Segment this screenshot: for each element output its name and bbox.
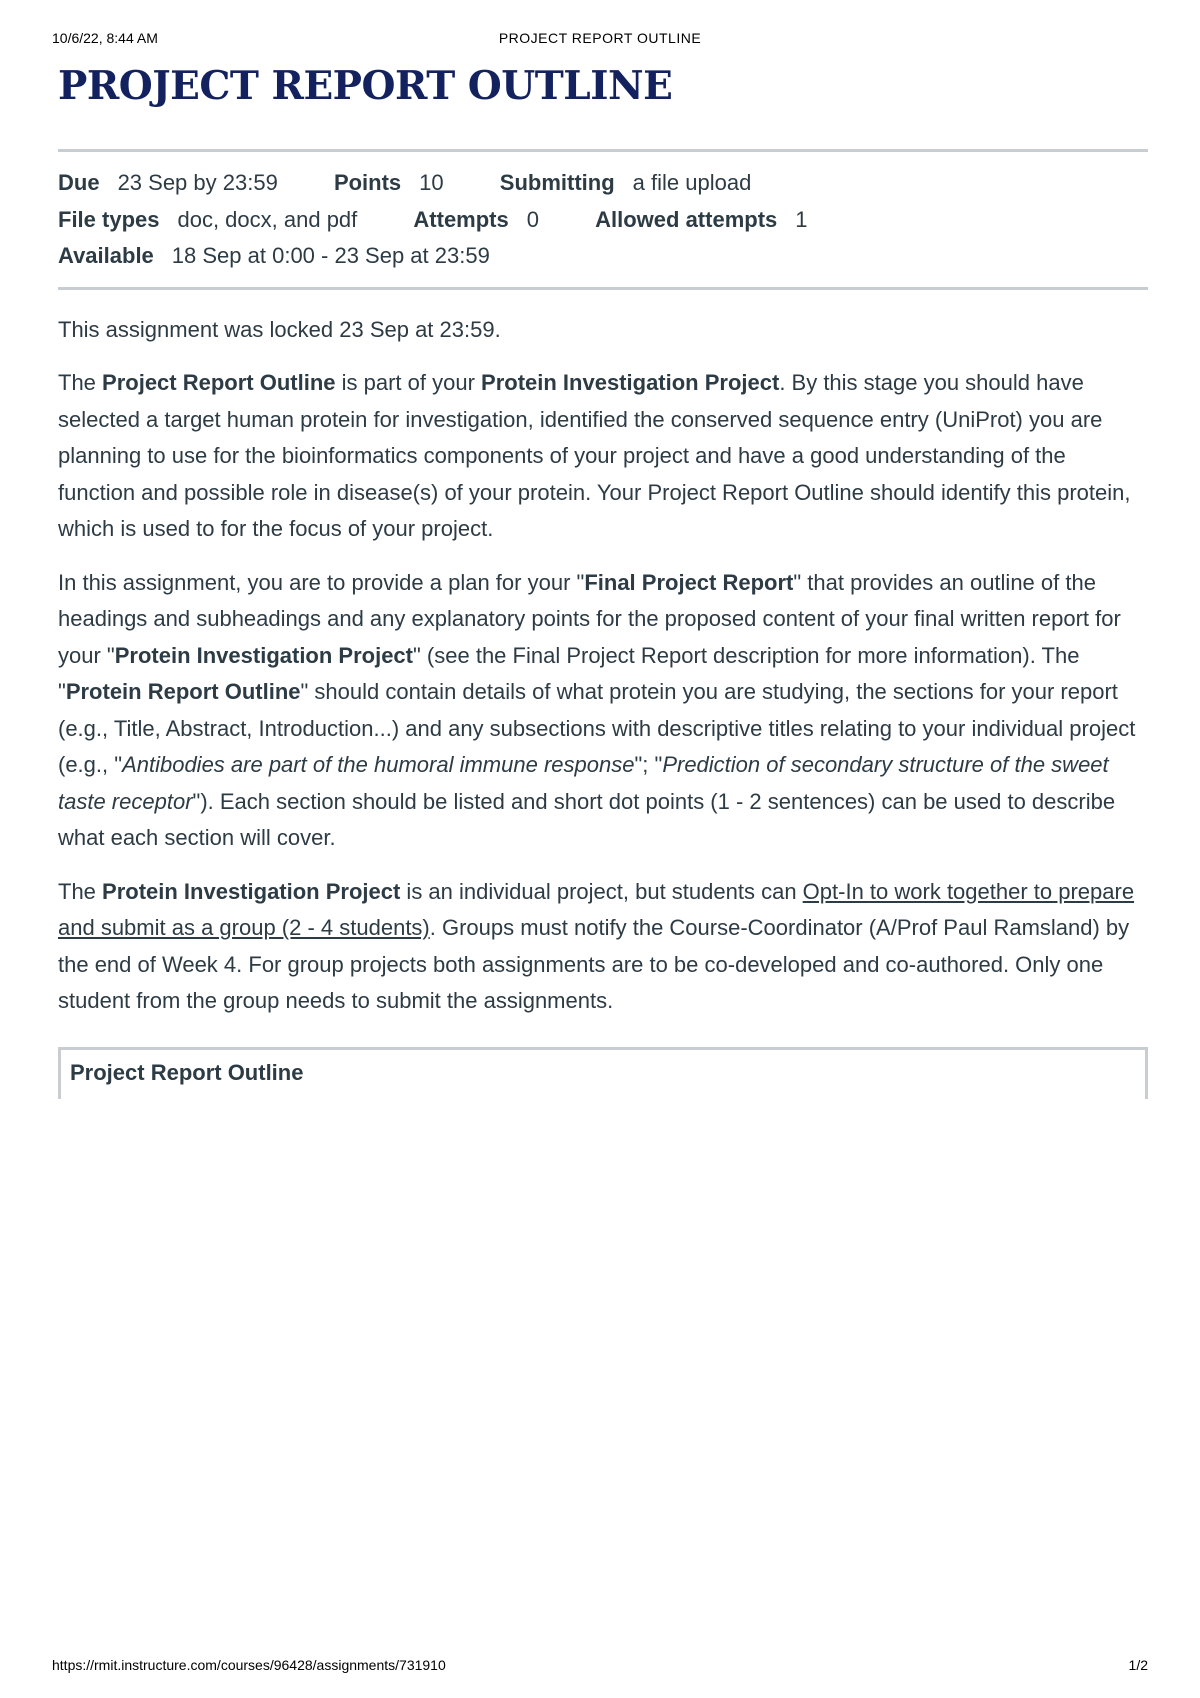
submitting-label: Submitting: [499, 170, 615, 195]
p1-text-2: is part of your: [335, 370, 482, 395]
details-row-1: [58, 165, 1148, 202]
assignment-details: [58, 152, 1148, 287]
print-date: 10/6/22, 8:44 AM: [52, 30, 158, 46]
p1-bold-1: Project Report Outline: [102, 370, 336, 395]
due-value: 23 Sep by 23:59: [117, 170, 278, 195]
print-url: https://rmit.instructure.com/courses/96428/assignments/731910: [52, 1657, 446, 1673]
print-footer: [52, 1657, 1148, 1675]
details-row-2: [58, 202, 1148, 239]
points-field: [334, 165, 444, 202]
file-types-value: doc, docx, and pdf: [177, 206, 358, 232]
available-label: Available: [58, 243, 154, 268]
p2-italic-1: Antibodies are part of the humoral immune response: [122, 752, 635, 777]
p2-italic-2: Prediction of secondary structure of the sweet taste receptor: [58, 752, 1109, 814]
p1-text-1: The: [58, 370, 103, 395]
allowed-attempts-value: 1: [795, 206, 808, 232]
opt-in-group-link[interactable]: Opt-In to work together to prepare and submit as a group (2 - 4 students): [58, 878, 1135, 940]
points-label: Points: [333, 170, 402, 195]
assignment-description: [58, 312, 1148, 1020]
allowed-attempts-field: [595, 202, 807, 239]
file-types-label: File types: [58, 206, 160, 232]
p2-text-3: " (see the Final Project Report description for more information). The ": [58, 642, 1080, 704]
p2-text-1: In this assignment, you are to provide a plan for your ": [58, 569, 585, 595]
attempts-value: 0: [526, 206, 539, 232]
locked-notice: This assignment was locked 23 Sep at 23:59.: [58, 316, 501, 342]
p3-text-3: . Groups must notify the Course-Coordinator (A/Prof Paul Ramsland) by the end of Week 4. For group projects both assignments are to be co-developed and co-authored. Only one student from the group needs to submit the assignments.: [58, 915, 1130, 1013]
p2-bold-2: Protein Investigation Project: [114, 642, 413, 668]
file-types-field: [58, 202, 357, 239]
description-paragraph-1: [58, 365, 1148, 548]
description-paragraph-2: [58, 565, 1148, 857]
p3-text-1: The: [58, 878, 103, 904]
assignment-content: [58, 60, 1148, 1099]
divider-bottom: [58, 287, 1148, 290]
rubric-panel: [58, 1047, 1148, 1099]
p1-bold-2: Protein Investigation Project: [481, 370, 780, 395]
attempts-label: Attempts: [413, 206, 509, 232]
p2-bold-1: Final Project Report: [584, 569, 794, 595]
description-paragraph-3: [58, 874, 1148, 1020]
points-value: 10: [419, 170, 444, 195]
page-title: PROJECT REPORT OUTLINE: [58, 63, 673, 109]
due-label: Due: [58, 170, 100, 195]
available-value: 18 Sep at 0:00 - 23 Sep at 23:59: [171, 243, 490, 268]
submitting-value: a file upload: [632, 170, 752, 195]
due-field: [58, 165, 278, 202]
p2-bold-3: Protein Report Outline: [65, 679, 301, 704]
print-header: [52, 30, 1148, 48]
submitting-field: [500, 165, 752, 202]
p2-text-2: " that provides an outline of the headings and subheadings and any explanatory points for the proposed content of your final written report for your ": [58, 569, 1121, 668]
available-field: [58, 238, 490, 275]
p2-text-6: "). Each section should be listed and short dot points (1 - 2 sentences) can be used to describe what each section will cover.: [58, 788, 1116, 850]
page-number: 1/2: [1128, 1657, 1148, 1673]
p2-text-5: "; ": [634, 752, 663, 777]
attempts-field: [413, 202, 539, 239]
details-row-3: [58, 238, 1148, 275]
p3-bold-1: Protein Investigation Project: [102, 878, 401, 904]
p3-text-2: is an individual project, but students can: [400, 878, 803, 904]
p2-text-4: " should contain details of what protein you are studying, the sections for your report (e.g., Title, Abstract, Introduction...) and any subsections with descriptive titles relating to your individual project (e.g., ": [58, 679, 1136, 777]
p1-text-3: . By this stage you should have selected a target human protein for investigation, identified the conserved sequence entry (UniProt) you are planning to use for the bioinformatics components of your project and have a good understanding of the function and possible role in disease(s) of your protein. Your Project Report Outline should identify this protein, which is used to for the focus of your project.: [58, 370, 1131, 541]
rubric-title: Project Report Outline: [70, 1059, 304, 1085]
print-doc-title: PROJECT REPORT OUTLINE: [498, 30, 702, 46]
allowed-attempts-label: Allowed attempts: [595, 206, 778, 232]
